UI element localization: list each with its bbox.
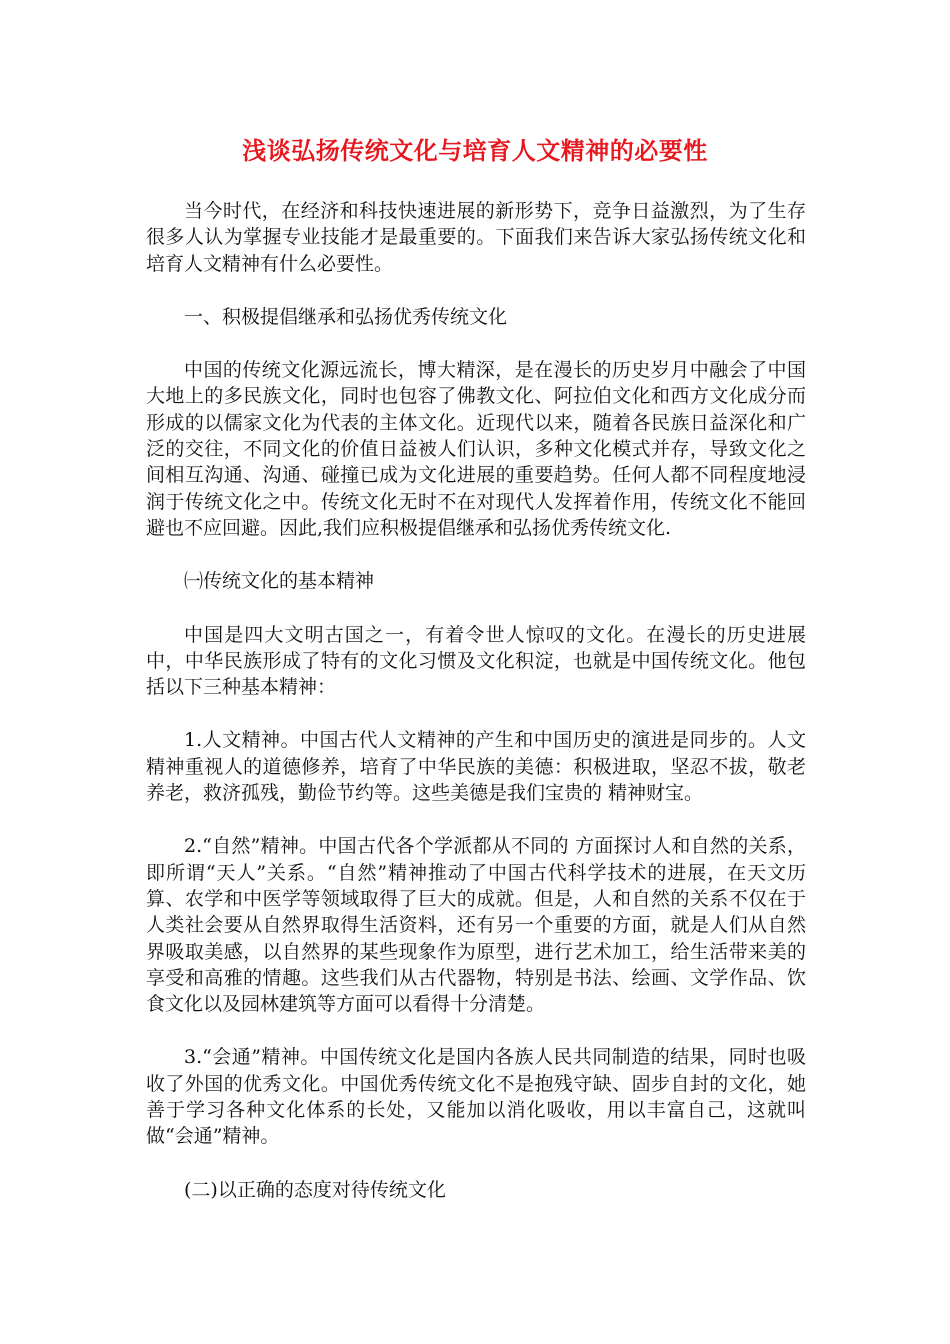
body-paragraph: 中国是四大文明古国之一，有着令世人惊叹的文化。在漫长的历史进展中，中华民族形成了特有的文化习惯及文化积淀，也就是中国传统文化。他包括以下三种基本精神： bbox=[146, 623, 806, 699]
intro-paragraph: 当今时代，在经济和科技快速进展的新形势下，竞争日益激烈，为了生存很多人认为掌握专业技能才是最重要的。下面我们来告诉大家弘扬传统文化和培育人文精神有什么必要性。 bbox=[146, 200, 806, 275]
list-item-paragraph: 3.“会通”精神。中国传统文化是国内各族人民共同制造的结果，同时也吸收了外国的优秀文化。中国优秀传统文化不是抱残守缺、固步自封的文化，她善于学习各种文化体系的长处，又能加以消化吸收，用以丰富自己，这就叫做“会通”精神。 bbox=[146, 1046, 806, 1148]
section-heading-1: 一、积极提倡继承和弘扬优秀传统文化 bbox=[184, 305, 508, 328]
subsection-heading-2: (二)以正确的态度对待传统文化 bbox=[184, 1178, 446, 1201]
document-title: 浅谈弘扬传统文化与培育人文精神的必要性 bbox=[242, 137, 708, 165]
document-body bbox=[146, 198, 806, 1230]
list-item-paragraph: 1.人文精神。中国古代人文精神的产生和中国历史的演进是同步的。人文精神重视人的道德修养，培育了中华民族的美德：积极进取，坚忍不拔，敬老养老，救济孤残，勤俭节约等。这些美德是我们宝贵的 精神财宝。 bbox=[146, 729, 806, 805]
subsection-heading-1: ㈠传统文化的基本精神 bbox=[184, 570, 375, 593]
list-item-paragraph: 2.“自然”精神。中国古代各个学派都从不同的 方面探讨人和自然的关系，即所谓“天人”关系。“自然”精神推动了中国古代科学技术的进展，在天文历算、农学和中医学等领域取得了巨大的成就。但是，人和自然的关系不仅在于人类社会要从自然界取得生活资料，还有另一个重要的方面，就是人们从自然界吸取美感，以自然界的某些现象作为原型，进行艺术加工，给生活带来美的享受和高雅的情趣。这些我们从古代器物，特别是书法、绘画、文学作品、饮食文化以及园林建筑等方面可以看得十分清楚。 bbox=[146, 835, 806, 1016]
body-paragraph: 中国的传统文化源远流长，博大精深，是在漫长的历史岁月中融会了中国大地上的多民族文化，同时也包容了佛教文化、阿拉伯文化和西方文化成分而形成的以儒家文化为代表的主体文化。近现代以来，随着各民族日益深化和广泛的交往，不同文化的价值日益被人们认识，多种文化模式并存，导致文化之间相互沟通、沟通、碰撞已成为文化进展的重要趋势。任何人都不同程度地浸润于传统文化之中。传统文化无时不在对现代人发挥着作用，传统文化不能回避也不应回避。因此,我们应积极提倡继承和弘扬优秀传统文化. bbox=[146, 359, 806, 539]
